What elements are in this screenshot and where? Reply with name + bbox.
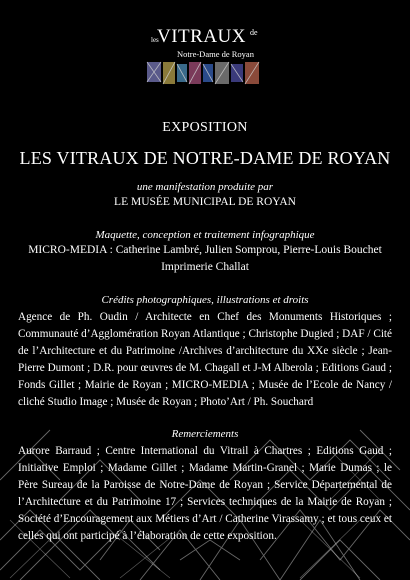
produced-by-text: une manifestation produite par [136, 181, 274, 193]
credits-heading: Crédits photographiques, illustrations et droits [101, 294, 309, 306]
logo-de: de [250, 28, 258, 37]
logo-les: les [151, 36, 159, 44]
credits-text: Agence de Ph. Oudin / Architecte en Chef des Monuments Historiques ; Communauté d’Agglomération Royan Atlantique ; Christophe Dugied ; DAF / Cité de l’Architecture et du Patrimoine /Archives d’architecture du XXe siècle ; Jean-Pierre Dumont ; D.R. pour œuvres de M. Chagall et J-M Alberola ; Editions Gaud ; Fonds Gillet ; Mairie de Royan ; MICRO-MEDIA ; Musée de l’Ecole de Nancy / cliché Studio Image ; Musée de Royan ; Photo’Art / Ph. Souchard [18, 311, 392, 408]
logo-subtitle: Notre-Dame de Royan [177, 49, 254, 59]
design-team: MICRO-MEDIA : Catherine Lambré, Julien Somprou, Pierre-Louis Bouchet [28, 244, 382, 256]
page-title: LES VITRAUX DE NOTRE-DAME DE ROYAN [19, 148, 391, 168]
printer-name: Imprimerie Challat [161, 261, 249, 273]
design-heading: Maquette, conception et traitement infographique [95, 229, 315, 241]
museum-name: LE MUSÉE MUNICIPAL DE ROYAN [114, 196, 296, 208]
thanks-heading: Remerciements [171, 428, 239, 440]
logo-vitraux: VITRAUX [157, 26, 246, 47]
thanks-text: Aurore Barraud ; Centre International du Vitrail à Chartres ; Editions Gaud ; Initiative Emploi ; Madame Gillet ; Madame Martin-Granel ; Marie Dumas ; le Père Sureau de la Paroisse de Notre-Dame de Royan ; Service Départemental de l’Architecture et du Patrimoine 17 ; Services techniques de la Mairie de Royan ; Société d’Encouragement aux Métiers d’Art / Catherine Virassamy ; et tous ceux et celles qui ont participé à l’élaboration de cette exposition. [18, 445, 392, 542]
exhibition-label: EXPOSITION [162, 120, 248, 135]
exhibition-logo [143, 18, 267, 96]
